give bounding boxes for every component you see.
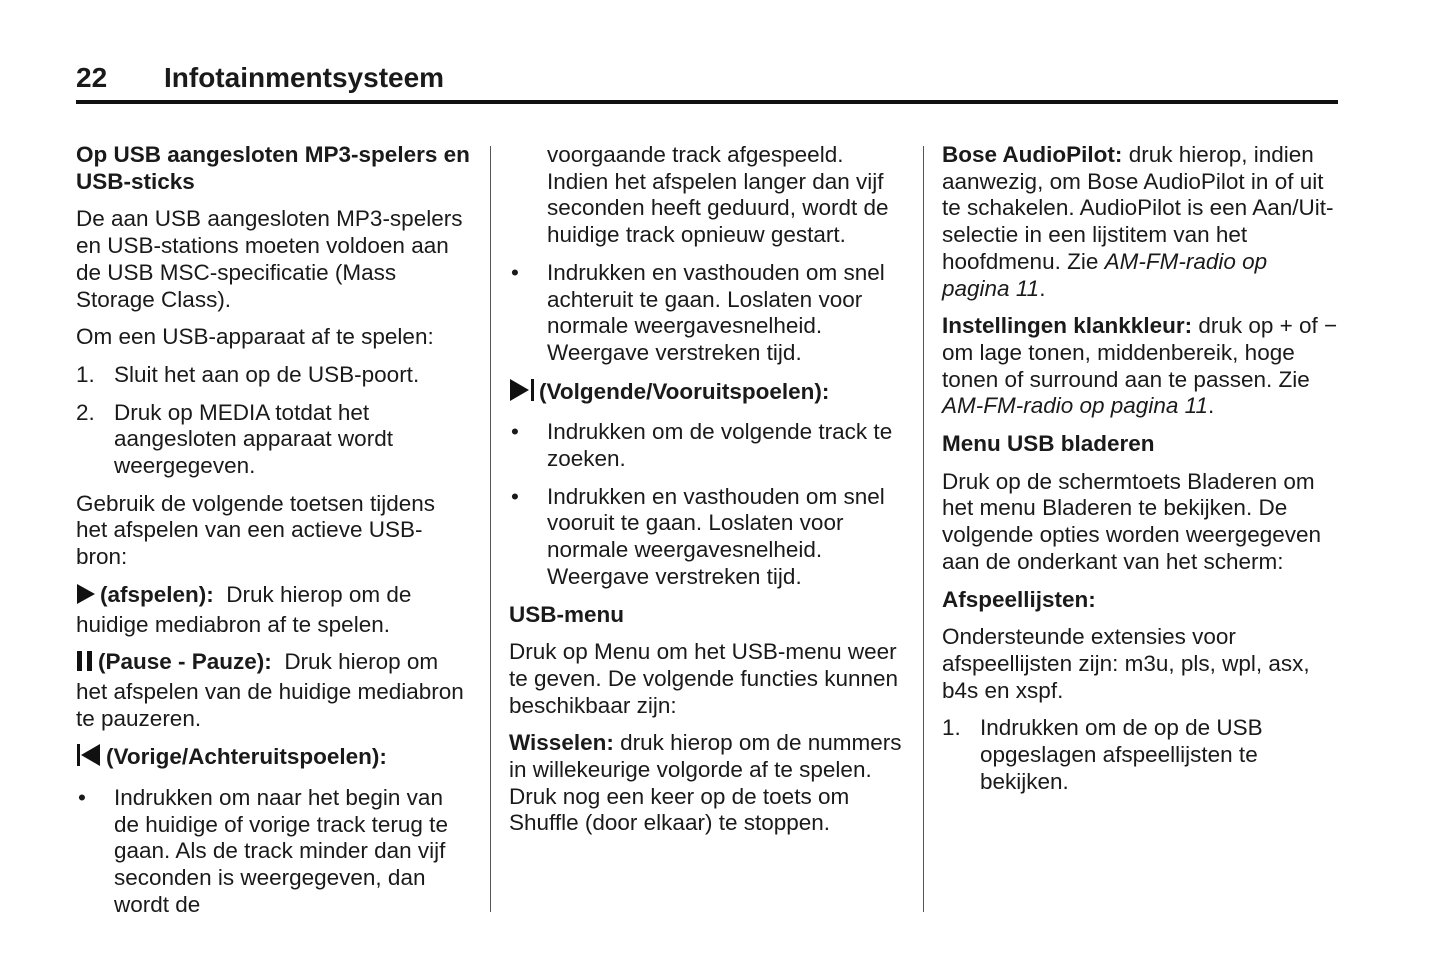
column-divider	[490, 146, 491, 912]
bullet: •	[78, 785, 86, 811]
pause-entry: (Pause - Pauze): Druk hierop om het afspelen van de huidige mediabron te pauzeren.	[76, 649, 464, 731]
play-icon	[76, 583, 96, 612]
paragraph: Druk op Menu om het USB-menu weer te geven. De volgende functies kunnen beschikbaar zijn:	[509, 639, 899, 718]
section-title: Infotainmentsysteem	[164, 62, 445, 93]
column-divider	[923, 146, 924, 912]
bullet: •	[511, 483, 519, 509]
bullet: •	[511, 419, 519, 445]
shuffle-entry: Wisselen: druk hierop om de nummers in willekeurige volgorde af te spelen. Druk nog een keer op de toets om Shuffle (door elkaar) te stoppen.	[509, 730, 902, 836]
usb-heading: Op USB aangesloten MP3-spelers en USB-sticks	[76, 142, 470, 194]
paragraph: Druk op de schermtoets Bladeren om het menu Bladeren te bekijken. De volgende opties worden weergegeven aan de onderkant van het scherm:	[942, 468, 1322, 574]
list-item: • Indrukken en vasthouden om snel achteruit te gaan. Loslaten voor normale weergavesnelheid. Weergave verstreken tijd.	[511, 259, 885, 365]
play-entry: (afspelen): Druk hierop om de huidige mediabron af te spelen.	[76, 581, 412, 637]
skip-forward-icon	[509, 378, 535, 409]
paragraph: Ondersteunde extensies voor afspeellijsten zijn: m3u, pls, wpl, asx, b4s en xspf.	[942, 624, 1310, 703]
cross-reference: AM-FM-radio op pagina 11	[942, 248, 1268, 301]
skip-back-icon	[76, 743, 102, 774]
list-item: 2. Druk op MEDIA totdat het aangesloten apparaat wordt weergegeven.	[76, 399, 393, 479]
column-3	[942, 142, 1338, 806]
previous-bullets	[76, 785, 471, 919]
steps-list	[76, 362, 471, 480]
list-item: voorgaande track afgespeeld. Indien het afspelen langer dan vijf seconden heeft geduurd, wordt de huidige track opnieuw gestart.	[547, 142, 889, 248]
browse-heading: Menu USB bladeren	[942, 431, 1155, 457]
bose-entry: Bose AudioPilot: druk hierop, indien aanwezig, om Bose AudioPilot in of uit te schakelen. AudioPilot is een Aan/Uit-selectie in een lijstitem van het hoofdmenu. Zie AM-FM-radio op pagina 11.	[942, 142, 1334, 301]
previous-entry: (Vorige/Achteruitspoelen):	[76, 743, 471, 774]
page-number: 22	[76, 62, 108, 93]
usb-menu-heading: USB-menu	[509, 601, 625, 627]
paragraph: De aan USB aangesloten MP3-spelers en USB-stations moeten voldoen aan de USB MSC-specificatie (Mass Storage Class).	[76, 206, 463, 312]
list-item: 1. Sluit het aan op de USB-poort.	[76, 361, 420, 387]
previous-bullets-continued	[509, 142, 909, 367]
tone-entry: Instellingen klankkleur: druk op + of − om lage tonen, middenbereik, hoge tonen of surround aan te passen. Zie AM-FM-radio op pagina 11.	[942, 313, 1338, 419]
column-2	[509, 142, 909, 848]
cross-reference: AM-FM-radio op pagina 11	[942, 393, 1208, 419]
playlists-steps	[942, 715, 1338, 795]
next-entry: (Volgende/Vooruitspoelen):	[509, 378, 909, 409]
next-bullets	[509, 419, 909, 590]
list-item: 1. Indrukken om de op de USB opgeslagen afspeellijsten te bekijken.	[942, 715, 1263, 794]
list-item: • Indrukken en vasthouden om snel vooruit te gaan. Loslaten voor normale weergavesnelheid. Weergave verstreken tijd.	[511, 483, 885, 589]
playlists-heading: Afspeellijsten:	[942, 586, 1096, 612]
column-1	[76, 142, 471, 930]
pause-icon	[76, 650, 94, 679]
paragraph: Gebruik de volgende toetsen tijdens het afspelen van een actieve USB-bron:	[76, 490, 435, 570]
page-header	[76, 62, 1338, 104]
list-item: • Indrukken om naar het begin van de huidige of vorige track terug te gaan. Als de track minder dan vijf seconden is weergegeven, dan wordt de	[78, 785, 448, 917]
paragraph: Om een USB-apparaat af te spelen:	[76, 324, 434, 350]
bullet: •	[511, 259, 519, 285]
list-item: • Indrukken om de volgende track te zoeken.	[511, 419, 893, 472]
